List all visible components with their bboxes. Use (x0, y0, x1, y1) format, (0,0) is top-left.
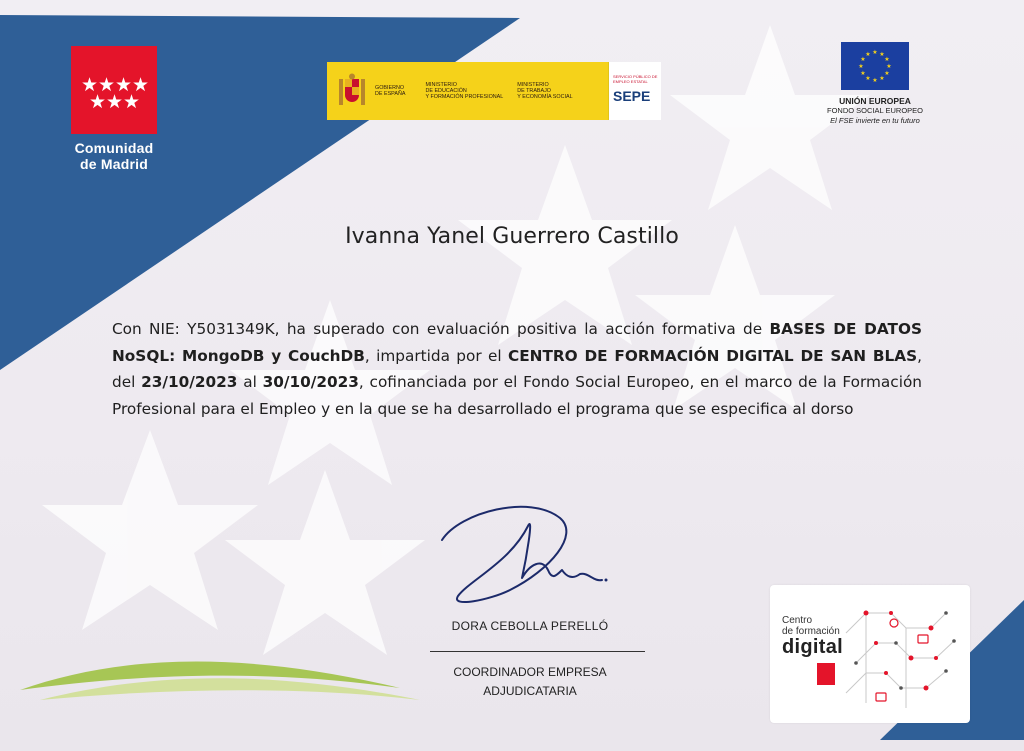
end-date: 30/10/2023 (262, 373, 359, 391)
signature-line (430, 651, 645, 652)
signer-role (420, 663, 640, 701)
madrid-star-icon: ★ (98, 74, 116, 96)
comunidad-de-madrid-logo (64, 46, 164, 172)
government-ministries-banner (327, 62, 661, 120)
digital-circuit-graphic (836, 593, 964, 715)
sepe-label: SEPE (613, 88, 651, 104)
svg-text:★: ★ (884, 56, 890, 63)
signer-role-line2: ADJUDICATARIA (483, 684, 577, 698)
eu-subtitle: FONDO SOCIAL EUROPEO (827, 106, 923, 115)
madrid-star-icon: ★ (123, 91, 141, 113)
bg-star (42, 430, 258, 630)
signer-name: DORA CEBOLLA PERELLÓ (451, 619, 609, 633)
sepe-logo (608, 62, 661, 120)
centro-formacion-digital-logo (770, 585, 970, 723)
svg-text:★: ★ (865, 51, 871, 58)
handwritten-signature (430, 500, 620, 615)
gobierno-de-espana-label: GOBIERNO DE ESPAÑA (375, 84, 406, 97)
madrid-star-icon: ★ (81, 74, 99, 96)
cfd-logo-line2: de formación (782, 626, 840, 637)
madrid-logo-line2: de Madrid (80, 156, 148, 172)
eu-flag (841, 42, 909, 90)
svg-text:★: ★ (860, 56, 866, 63)
certificate-body (112, 316, 922, 422)
madrid-flag (71, 46, 157, 134)
madrid-star-icon: ★ (89, 91, 107, 113)
eu-title: UNIÓN EUROPEA (839, 96, 911, 106)
madrid-star-icon: ★ (132, 74, 150, 96)
madrid-logo-line1: Comunidad (74, 140, 154, 156)
body-text-part: , cofinanciada por el Fondo Social Europeo, en el marco de la Formación Profesional para el Empleo y en la que se ha desarrollado el programa que se especifica al dorso (112, 373, 922, 418)
cfd-logo-line1: Centro (782, 615, 813, 626)
bg-star (225, 470, 425, 655)
madrid-star-icon: ★ (115, 74, 133, 96)
eu-slogan: El FSE invierte en tu futuro (830, 116, 920, 125)
body-text-part: al (237, 373, 263, 391)
body-text-part: , del (112, 346, 922, 391)
sepe-subtitle: SERVICIO PÚBLICO DE EMPLEO ESTATAL (613, 74, 658, 84)
cfd-madrid-flag (817, 663, 835, 685)
spain-coat-of-arms-icon (337, 73, 367, 109)
madrid-star-icon: ★ (106, 91, 124, 113)
ministerio-trabajo-label: MINISTERIO DE TRABAJO Y ECONOMÍA SOCIAL (517, 81, 573, 101)
svg-text:★: ★ (886, 63, 892, 70)
union-europea-logo (812, 42, 938, 126)
madrid-logo-text (64, 140, 164, 172)
cfd-logo-line3: digital (782, 636, 843, 658)
body-text-part: Con NIE: Y5031349K, ha superado con evaluación positiva la acción formativa de (112, 320, 770, 338)
svg-text:★: ★ (879, 75, 885, 82)
svg-text:★: ★ (872, 49, 878, 56)
svg-text:★: ★ (884, 70, 890, 77)
svg-text:★: ★ (872, 77, 878, 84)
start-date: 23/10/2023 (141, 373, 238, 391)
eu-stars-icon (841, 42, 909, 90)
training-center-name: CENTRO DE FORMACIÓN DIGITAL DE SAN BLAS (507, 346, 918, 365)
signer-role-line1: COORDINADOR EMPRESA (453, 665, 607, 679)
ministerio-educacion-label: MINISTERIO DE EDUCACIÓN Y FORMACIÓN PROFESIONAL (425, 81, 504, 101)
svg-text:★: ★ (860, 70, 866, 77)
svg-text:★: ★ (858, 63, 864, 70)
body-text-part: , impartida por el (364, 346, 508, 365)
svg-text:★: ★ (865, 75, 871, 82)
svg-text:★: ★ (879, 51, 885, 58)
course-name: BASES DE DATOS NoSQL: MongoDB y CouchDB (112, 320, 922, 365)
recipient-name: Ivanna Yanel Guerrero Castillo (345, 224, 679, 249)
